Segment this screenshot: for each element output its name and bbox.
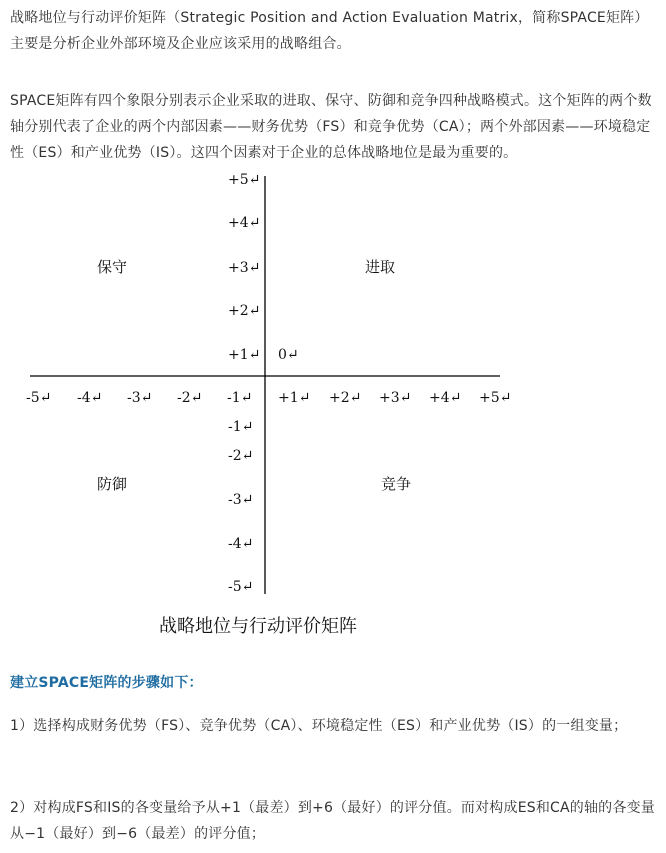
description-paragraph: SPACE矩阵有四个象限分别表示企业采取的进取、保守、防御和竞争四种战略模式。这个矩阵的两个数轴分别代表了企业的两个内部因素——财务优势（FS）和竞争优势（CA）；两个外部因素——环境稳定性（ES）和产业优势（IS）。这四个因素对于企业的总体战略地位是最为重要的。 [10, 93, 652, 161]
quadrant-label-defensive: 防御 [97, 475, 128, 493]
y-tick-plus-4: +4↵ [228, 215, 261, 231]
x-tick-minus-1: -1↵ [227, 390, 253, 406]
y-tick-minus-2: -2↵ [228, 448, 254, 464]
step-1-paragraph: 1）选择构成财务优势（FS）、竞争优势（CA）、环境稳定性（ES）和产业优势（IS）的一组变量； [10, 718, 628, 734]
space-matrix-diagram [0, 168, 560, 608]
step-2-paragraph: 2）对构成FS和IS的各变量给予从+1（最差）到+6（最好）的评分值。而对构成ES和CA的轴的各变量从−1（最好）到−6（最差）的评分值； [10, 800, 655, 842]
quadrant-label-conservative: 保守 [97, 258, 128, 276]
y-tick-plus-3: +3↵ [228, 260, 261, 276]
x-tick-plus-5: +5↵ [479, 390, 512, 406]
steps-heading: 建立SPACE矩阵的步骤如下： [10, 675, 203, 691]
y-tick-plus-5: +5↵ [228, 172, 261, 188]
quadrant-label-competitive: 竞争 [381, 475, 412, 493]
x-tick-minus-2: -2↵ [177, 390, 203, 406]
x-tick-minus-4: -4↵ [77, 390, 103, 406]
matrix-caption: 战略地位与行动评价矩阵 [159, 616, 357, 637]
y-tick-plus-2: +2↵ [228, 303, 261, 319]
x-tick-minus-5: -5↵ [26, 390, 52, 406]
y-tick-minus-5: -5↵ [228, 579, 254, 595]
x-tick-plus-2: +2↵ [329, 390, 362, 406]
x-tick-plus-4: +4↵ [429, 390, 462, 406]
y-tick-minus-1: -1↵ [228, 419, 254, 435]
quadrant-label-aggressive: 进取 [365, 258, 396, 276]
y-tick-minus-4: -4↵ [228, 536, 254, 552]
y-tick-plus-1: +1↵ [228, 347, 261, 363]
intro-paragraph: 战略地位与行动评价矩阵（Strategic Position and Action Evaluation Matrix，简称SPACE矩阵）主要是分析企业外部环境及企业应该采用的战略组合。 [10, 10, 649, 52]
origin-label: 0↵ [278, 347, 299, 363]
x-tick-plus-3: +3↵ [379, 390, 412, 406]
y-tick-minus-3: -3↵ [228, 492, 254, 508]
x-tick-minus-3: -3↵ [127, 390, 153, 406]
x-tick-plus-1: +1↵ [278, 390, 311, 406]
